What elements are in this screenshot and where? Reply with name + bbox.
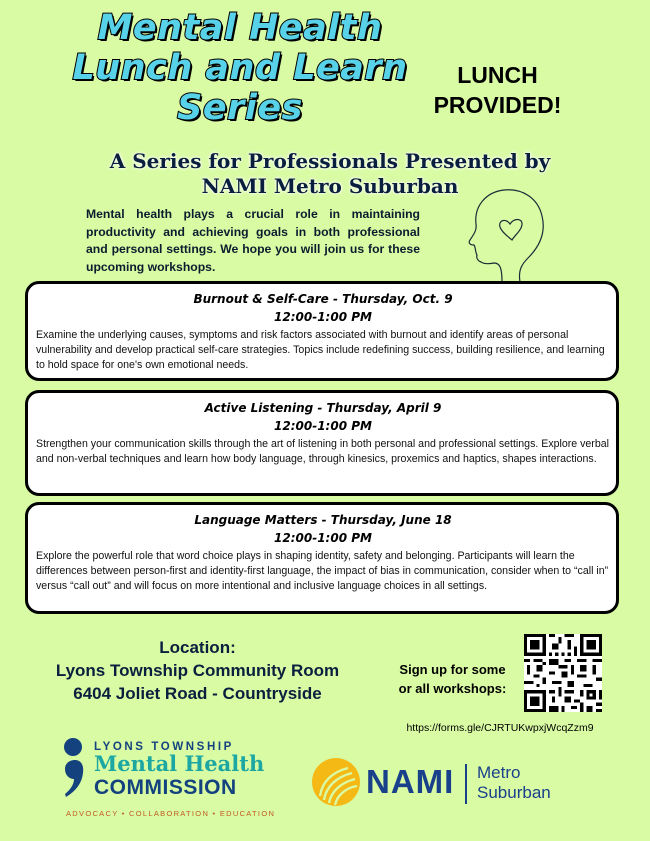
signup-line-1: Sign up for some: [399, 662, 506, 677]
session-time: 12:00-1:00 PM: [274, 419, 372, 433]
nami-wordmark: NAMI: [366, 763, 455, 800]
title-line-1: Mental Health: [97, 8, 383, 48]
signup-url-link[interactable]: https://forms.gle/CJRTUKwpxjWcqZzm9: [406, 722, 594, 734]
lunch-line-1: LUNCH: [457, 62, 538, 88]
session-time: 12:00-1:00 PM: [274, 310, 372, 324]
mental-health-text: Mental Health: [94, 751, 265, 776]
logo-tagline: ADVOCACY • COLLABORATION • EDUCATION: [66, 809, 276, 818]
signup-line-2: or all workshops:: [398, 681, 507, 696]
nami-suburban-text: Suburban: [477, 783, 551, 802]
qr-code-icon[interactable]: [524, 634, 602, 712]
nami-logo: [310, 756, 600, 816]
nami-metro-text: Metro: [477, 763, 521, 782]
session-title: Burnout & Self-Care - Thursday, Oct. 9: [193, 292, 453, 306]
session-card-burnout: [25, 281, 619, 381]
location-label: Location:: [159, 638, 236, 657]
signup-prompt: [385, 660, 520, 698]
head-heart-icon: [462, 178, 558, 286]
session-description: Strengthen your communication skills through the art of listening in both personal and professional settings. Explore verbal and non-verbal techniques and learn how body language, through kinesics, proxemics and haptics, shapes interactions.: [36, 438, 609, 465]
intro-paragraph: Mental health plays a crucial role in maintaining productivity and achieving goals in both professional and personal settings. We hope you will join us for these upcoming workshops.: [86, 207, 420, 274]
session-title: Active Listening - Thursday, April 9: [204, 401, 442, 415]
session-title: Language Matters - Thursday, June 18: [194, 513, 452, 527]
lunch-line-2: PROVIDED!: [433, 92, 562, 118]
session-card-active-listening: [25, 390, 619, 496]
commission-text: COMMISSION: [94, 776, 237, 799]
location-block: [20, 636, 375, 705]
series-title: [40, 8, 440, 128]
subtitle-line-2: NAMI Metro Suburban: [201, 174, 459, 198]
title-line-2: Lunch and Learn: [72, 48, 408, 88]
session-time: 12:00-1:00 PM: [274, 531, 372, 545]
title-line-3: Series: [177, 88, 303, 128]
location-address: 6404 Joliet Road - Countryside: [73, 684, 322, 703]
subtitle-line-1: A Series for Professionals Presented by: [109, 149, 551, 173]
location-venue: Lyons Township Community Room: [55, 661, 340, 680]
nami-divider: [465, 764, 467, 804]
session-description: Explore the powerful role that word choice plays in shaping identity, safety and belonging. Participants will learn the differences between person-first and identity-first language, the impact of bias in communication, consider when to “call in” versus “call out” and will focus on more intentional and inclusive language choices in all settings.: [36, 550, 609, 592]
session-card-language-matters: [25, 502, 619, 614]
lyons-township-text: LYONS TOWNSHIP: [94, 741, 234, 753]
nami-sun-icon: [310, 756, 362, 808]
session-description: Examine the underlying causes, symptoms and risk factors associated with burnout and identify areas of personal vulnerability and develop practical self-care strategies. Topics include redefining success, building resilience, and learning to hold space for one's own emotional needs.: [36, 329, 605, 371]
lunch-provided-note: [405, 60, 590, 120]
lyons-semicolon-icon: [62, 737, 88, 799]
nami-affiliate: [477, 763, 551, 803]
lyons-township-logo: [62, 737, 302, 827]
